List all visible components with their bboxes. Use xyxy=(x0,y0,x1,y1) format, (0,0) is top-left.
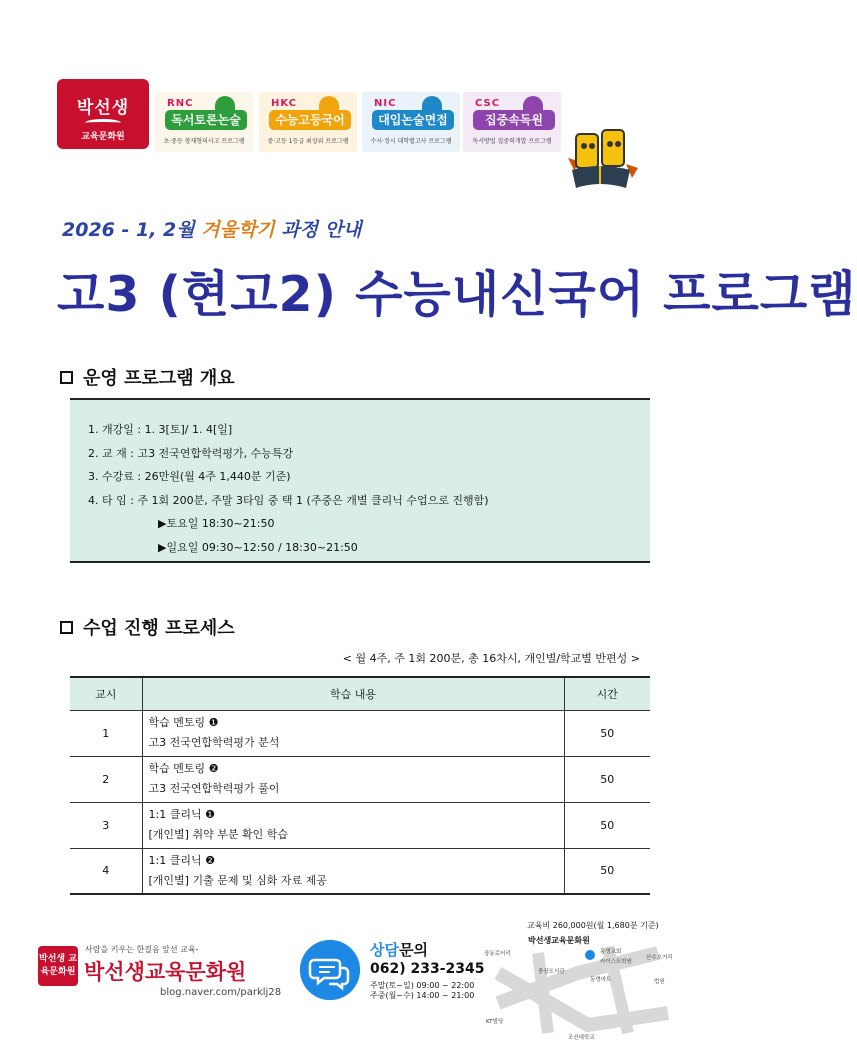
contact-label-a: 상담 xyxy=(370,941,399,959)
logo-text: 박선생 xyxy=(76,98,130,118)
footer-academy-name: 박선생교육문화원 xyxy=(84,960,247,984)
contact-label xyxy=(370,939,428,960)
program-code: CSC xyxy=(475,98,501,109)
footer-logo: 박선생 교육문화원 xyxy=(38,946,78,986)
table-header-row xyxy=(70,677,650,710)
program-title: 대입논술면접 xyxy=(372,110,454,130)
map-label: 장동로터리 xyxy=(484,951,511,957)
table-row xyxy=(70,756,650,802)
phone-number[interactable]: 062) 233-2345 xyxy=(370,961,485,977)
period-cell: 3 xyxy=(70,802,142,848)
content-line: [개인별] 취약 부분 확인 학습 xyxy=(148,828,288,841)
square-bullet-icon xyxy=(60,371,73,384)
overview-heading xyxy=(60,364,235,390)
content-line: 학습 멘토링 ❷ xyxy=(148,762,219,775)
subtitle-part1: 2026 - 1, 2월 xyxy=(62,219,202,241)
content-line: 1:1 클리닉 ❶ xyxy=(148,808,215,821)
logo-subtext: 교육문화원 xyxy=(81,132,125,142)
period-cell: 4 xyxy=(70,848,142,894)
table-row xyxy=(70,848,650,894)
map-label: 동명마트 xyxy=(590,977,612,983)
program-card-nic[interactable] xyxy=(362,92,460,152)
contact-label-b: 문의 xyxy=(398,941,428,959)
table-row xyxy=(70,802,650,848)
hours-weekend: 주말(토~일) 09:00 ~ 22:00 xyxy=(370,981,475,990)
time-cell: 50 xyxy=(564,802,650,848)
footer-slogan: 사람을 키우는 한걸음 앞선 교육- xyxy=(85,945,199,954)
time-cell: 50 xyxy=(564,848,650,894)
page-title: 고3 (현고2) 수능내신국어 프로그램 xyxy=(57,266,857,323)
program-title: 독서토론논술 xyxy=(165,110,247,130)
map-label: 동명교회 xyxy=(600,949,622,955)
hours-weekday: 주중(월~수) 14:00 ~ 21:00 xyxy=(370,991,475,1000)
brand-logo xyxy=(57,79,149,149)
schedule-table xyxy=(70,676,650,895)
program-desc: 수시·정시 대학별고사 프로그램 xyxy=(370,138,452,145)
content-line: 고3 전국연합학력평가 풀이 xyxy=(148,782,280,795)
overview-row: ▶토요일 18:30~21:50 xyxy=(158,517,275,530)
period-cell: 1 xyxy=(70,710,142,756)
subtitle-highlight: 겨울학기 xyxy=(201,219,275,241)
overview-row: ▶일요일 09:30~12:50 / 18:30~21:50 xyxy=(158,540,358,554)
content-cell xyxy=(142,710,564,756)
overview-heading-text: 운영 프로그램 개요 xyxy=(83,368,235,389)
column-header: 교시 xyxy=(70,677,142,710)
content-line: [개인별] 기출 문제 및 심화 자료 제공 xyxy=(148,873,327,887)
program-title: 집중속독원 xyxy=(473,110,555,130)
program-desc: 중·고등 1등급 최상위 프로그램 xyxy=(267,138,349,145)
book-icon xyxy=(85,119,121,127)
period-cell: 2 xyxy=(70,756,142,802)
time-cell: 50 xyxy=(564,710,650,756)
time-cell: 50 xyxy=(564,756,650,802)
program-card-csc[interactable] xyxy=(463,92,561,152)
column-header: 학습 내용 xyxy=(142,677,564,710)
map-label: 조선대학교 xyxy=(568,1035,595,1041)
chat-icon xyxy=(300,940,360,1000)
overview-row: 2. 교 재 : 고3 전국연합학력평가, 수능특강 xyxy=(88,446,294,460)
program-desc: 독서방법 집중력개발 프로그램 xyxy=(472,138,552,145)
content-line: 고3 전국연합학력평가 분석 xyxy=(148,736,280,749)
process-heading-text: 수업 진행 프로세스 xyxy=(83,618,235,639)
program-card-rnc[interactable] xyxy=(155,92,253,152)
map-title: 박선생교육문화원 xyxy=(528,936,590,945)
table-row xyxy=(70,710,650,756)
program-code: HKC xyxy=(271,98,298,109)
location-map xyxy=(478,933,678,1041)
process-note: < 월 4주, 주 1회 200분, 총 16차시, 개인별/학교별 반편성 > xyxy=(342,652,640,665)
program-code: RNC xyxy=(167,98,194,109)
program-desc: 초·중등 창재형의사고 프로그램 xyxy=(163,138,245,145)
content-cell xyxy=(142,756,564,802)
program-title: 수능고등국어 xyxy=(269,110,351,130)
map-label: 법원 xyxy=(654,979,665,985)
overview-row: 1. 개강일 : 1. 3[토]/ 1. 4[일] xyxy=(88,423,233,436)
map-label: 충장도서관 xyxy=(538,969,565,975)
program-card-hkc[interactable] xyxy=(259,92,357,152)
tuition-fee: 교육비 260,000원(월 1,680분 기준) xyxy=(527,921,659,930)
process-heading xyxy=(60,614,235,640)
square-bullet-icon xyxy=(60,621,73,634)
program-code: NIC xyxy=(374,98,397,109)
overview-row: 3. 수강료 : 26만원(월 4주 1,440분 기준) xyxy=(88,470,291,483)
blog-link[interactable]: blog.naver.com/parklj28 xyxy=(160,987,282,998)
map-label: KT빌딩 xyxy=(486,1019,504,1025)
column-header: 시간 xyxy=(564,677,650,710)
content-cell xyxy=(142,802,564,848)
overview-box xyxy=(70,398,650,563)
map-label: 카이스트학원 xyxy=(600,959,632,965)
content-line: 1:1 클리닉 ❷ xyxy=(148,853,215,867)
book-mascot-icon xyxy=(562,118,640,194)
term-subtitle xyxy=(62,215,361,242)
overview-row: 4. 타 임 : 주 1회 200분, 주말 3타임 중 택 1 (주중은 개별 클리닉 수업으로 진행함) xyxy=(88,493,489,507)
map-label: 산수오거리 xyxy=(646,955,673,961)
subtitle-part2: 과정 안내 xyxy=(274,219,362,241)
content-cell xyxy=(142,848,564,894)
content-line: 학습 멘토링 ❶ xyxy=(148,716,219,729)
